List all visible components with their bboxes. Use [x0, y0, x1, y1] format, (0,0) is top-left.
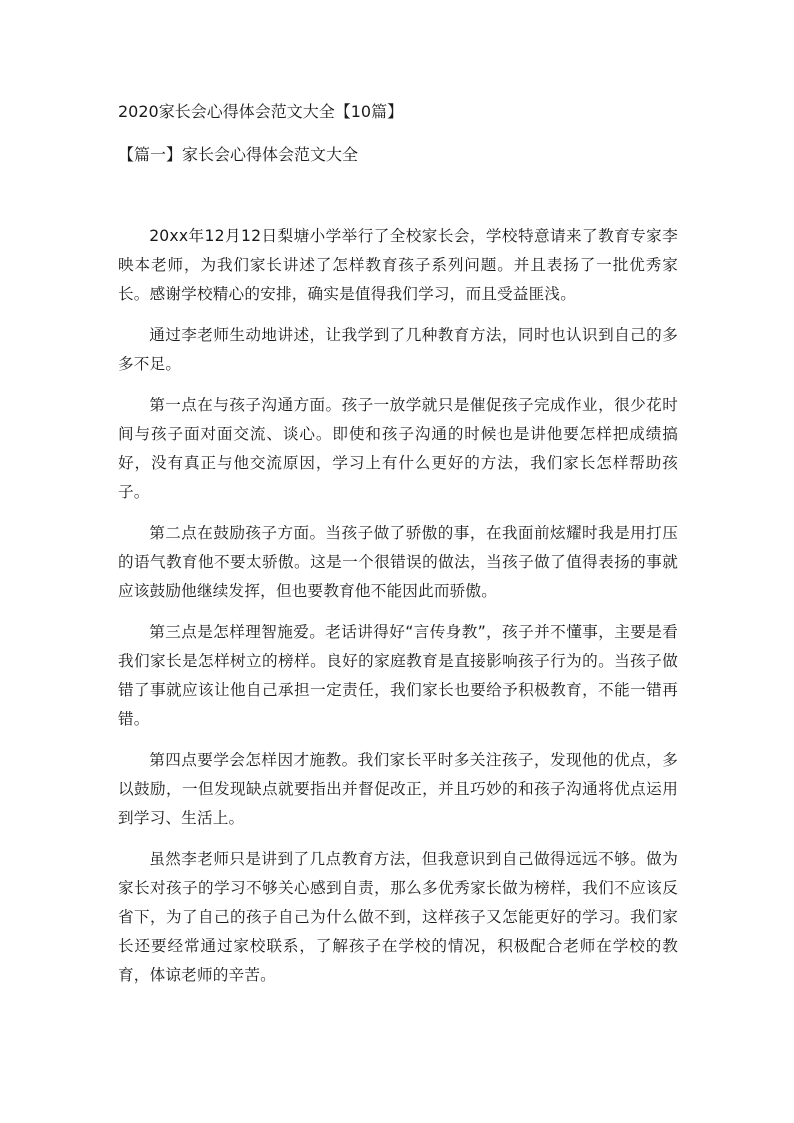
section-title: 【篇一】家长会心得体会范文大全 — [118, 145, 359, 164]
document-body — [118, 222, 678, 1002]
paragraph-7: 虽然李老师只是讲到了几点教育方法，但我意识到自己做得远远不够。做为家长对孩子的学习不够关心感到自责，那么多优秀家长做为榜样，我们不应该反省下，为了自己的孩子自己为什么做不到，这样孩子又怎能更好的学习。我们家长还要经常通过家校联系，了解孩子在学校的情况，积极配合老师在学校的教育，体谅老师的辛苦。 — [118, 850, 678, 984]
paragraph-5: 第三点是怎样理智施爱。老话讲得好“言传身教”，孩子并不懂事，主要是看我们家长是怎样树立的榜样。良好的家庭教育是直接影响孩子行为的。当孩子做错了事就应该让他自己承担一定责任，我们家长也要给予积极教育，不能一错再错。 — [118, 623, 678, 728]
paragraph-4: 第二点在鼓励孩子方面。当孩子做了骄傲的事，在我面前炫耀时我是用打压的语气教育他不要太骄傲。这是一个很错误的做法，当孩子做了值得表扬的事就应该鼓励他继续发挥，但也要教育他不能因此而骄傲。 — [118, 524, 678, 600]
document-title: 2020家长会心得体会范文大全【10篇】 — [118, 102, 404, 121]
paragraph-2: 通过李老师生动地讲述，让我学到了几种教育方法，同时也认识到自己的多多不足。 — [118, 326, 678, 373]
paragraph-3: 第一点在与孩子沟通方面。孩子一放学就只是催促孩子完成作业，很少花时间与孩子面对面交流、谈心。即使和孩子沟通的时候也是讲他要怎样把成绩搞好，没有真正与他交流原因，学习上有什么更好的方法，我们家长怎样帮助孩子。 — [118, 396, 678, 501]
paragraph-6: 第四点要学会怎样因才施教。我们家长平时多关注孩子，发现他的优点，多以鼓励，一但发现缺点就要指出并督促改正，并且巧妙的和孩子沟通将优点运用到学习、生活上。 — [118, 751, 678, 827]
paragraph-1: 20xx年12月12日梨塘小学举行了全校家长会，学校特意请来了教育专家李映本老师，为我们家长讲述了怎样教育孩子系列问题。并且表扬了一批优秀家长。感谢学校精心的安排，确实是值得我们学习，而且受益匪浅。 — [118, 227, 678, 303]
